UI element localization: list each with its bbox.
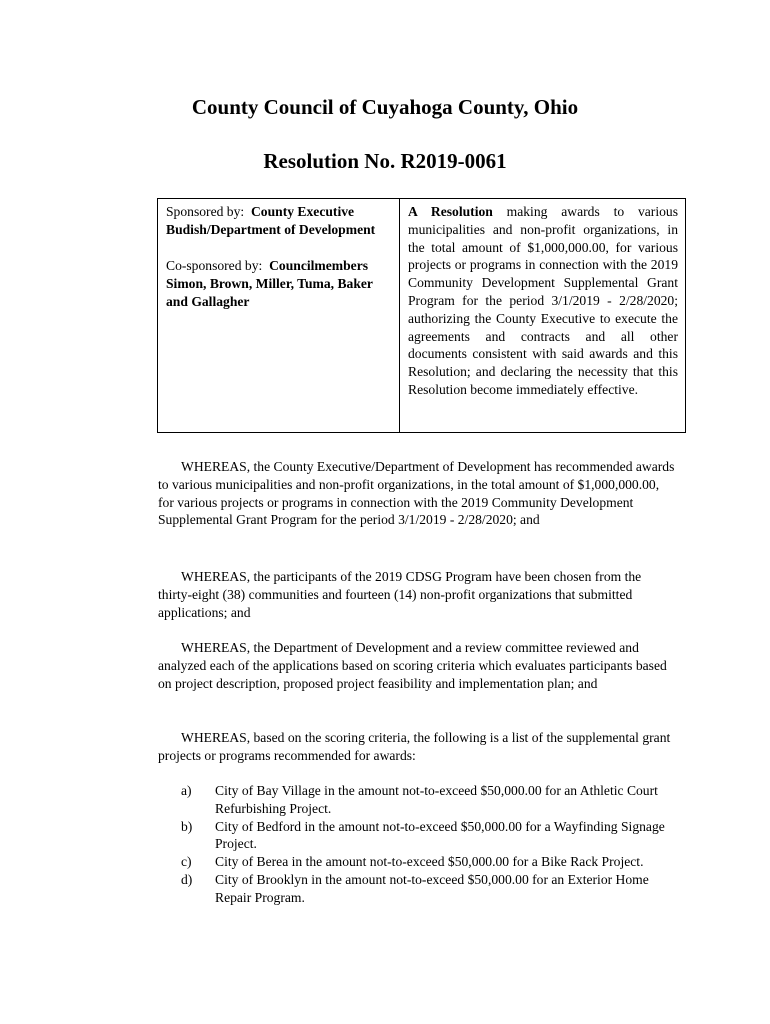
sponsored-label: Sponsored by: bbox=[166, 204, 245, 219]
whereas-paragraph bbox=[158, 639, 678, 692]
award-letter: c) bbox=[181, 854, 192, 870]
award-letter: d) bbox=[181, 871, 193, 887]
award-text: City of Bedford in the amount not-to-exceed $50,000.00 for a Wayfinding Signage Project. bbox=[215, 818, 665, 852]
resolution-summary-cell bbox=[400, 199, 685, 432]
award-letter: b) bbox=[181, 818, 193, 834]
award-item bbox=[158, 782, 678, 818]
council-title: County Council of Cuyahoga County, Ohio bbox=[191, 95, 579, 119]
award-letter: a) bbox=[181, 783, 192, 798]
whereas-text: WHEREAS, the participants of the 2019 CDSG Program have been chosen from the thirty-eight (38) communities and fourteen (14) non-profit organizations that submitted applications; and bbox=[158, 569, 642, 620]
whereas-paragraph bbox=[158, 458, 678, 529]
cosponsored-by-names: Councilmembers Simon, Brown, Miller, Tuma, Baker and Gallagher bbox=[166, 258, 373, 309]
award-text: City of Brooklyn in the amount not-to-exceed $50,000.00 for an Exterior Home Repair Program. bbox=[215, 871, 649, 905]
award-item bbox=[158, 871, 678, 907]
sponsors-cell bbox=[158, 199, 400, 432]
whereas-text: WHEREAS, the County Executive/Department of Development has recommended awards to various municipalities and non-profit organizations, in the total amount of $1,000,000.00, for various projects or programs in connection with the 2019 Community Development Supplemental Grant Program for the period 3/1/2019 - 2/28/2020; and bbox=[158, 459, 675, 528]
award-text: City of Berea in the amount not-to-exceed $50,000.00 for a Bike Rack Project. bbox=[215, 854, 644, 870]
whereas-text: WHEREAS, the Department of Development and a review committee reviewed and analyzed each of the applications based on scoring criteria which evaluates participants based on project description, proposed project feasibility and implementation plan; and bbox=[158, 640, 667, 691]
whereas-paragraph bbox=[158, 568, 678, 621]
resolution-summary: making awards to various municipalities and non-profit organizations, in the total amount of $1,000,000.00, for various projects or programs in connection with the 2019 Community Development Supplemental Grant Program for the period 3/1/2019 - 2/28/2020; authorizing the County Executive to execute the agreements and contracts and all other documents consistent with said awards and this Resolution; and declaring the necessity that this Resolution become immediately effective. bbox=[408, 204, 678, 397]
sponsorship-table bbox=[157, 198, 686, 433]
cosponsored-by bbox=[166, 257, 392, 311]
whereas-paragraph bbox=[158, 729, 678, 765]
sponsored-by-names: County Executive Budish/Department of Development bbox=[166, 204, 376, 237]
awards-list bbox=[158, 782, 678, 907]
award-item bbox=[158, 853, 678, 871]
sponsored-by bbox=[166, 203, 392, 239]
award-text: City of Bay Village in the amount not-to-exceed $50,000.00 for an Athletic Court Refurbishing Project. bbox=[215, 783, 658, 816]
resolution-number: Resolution No. R2019-0061 bbox=[263, 149, 507, 173]
award-item bbox=[158, 818, 678, 854]
resolution-lead: A Resolution bbox=[408, 204, 493, 219]
whereas-text: WHEREAS, based on the scoring criteria, the following is a list of the supplemental grant projects or programs recommended for awards: bbox=[158, 730, 671, 763]
cosponsored-label: Co-sponsored by: bbox=[166, 258, 263, 273]
